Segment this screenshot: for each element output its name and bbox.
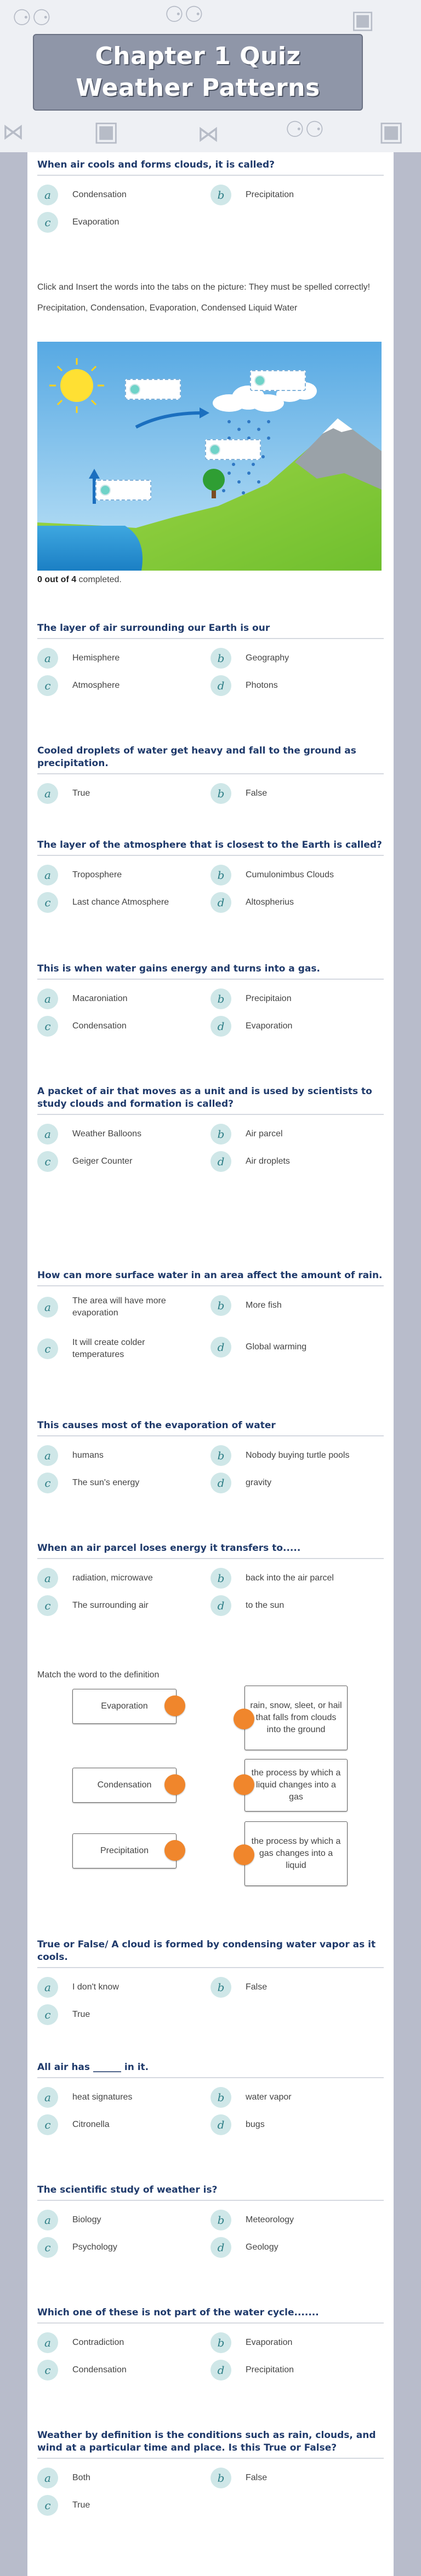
option-letter: a	[37, 1124, 58, 1145]
answer-option[interactable]	[37, 2360, 202, 2381]
option-letter: a	[37, 2468, 58, 2488]
answer-option[interactable]	[37, 1445, 202, 1466]
question-3	[37, 622, 384, 700]
bowtie-icon: ⋈	[2, 119, 24, 145]
question-title: True or False/ A cloud is formed by condensing water vapor as it cools.	[37, 1939, 384, 1968]
question-title: This causes most of the evaporation of water	[37, 1419, 384, 1436]
answer-option[interactable]	[210, 2332, 375, 2353]
question-title: This is when water gains energy and turns into a gas.	[37, 963, 384, 980]
option-label: Citronella	[72, 2120, 110, 2129]
option-letter: a	[37, 648, 58, 669]
option-label: The area will have more evaporation	[72, 1296, 166, 1318]
option-label: Weather Balloons	[72, 1129, 141, 1138]
option-label: False	[246, 2473, 268, 2482]
question-9	[37, 1419, 384, 1498]
option-letter: d	[210, 2360, 231, 2381]
camera-icon: ▣	[93, 115, 120, 147]
answer-option[interactable]	[37, 1337, 202, 1361]
glasses-icon: ⚆⚆	[12, 5, 52, 31]
camera-icon: ▣	[378, 115, 405, 147]
option-label: Troposphere	[72, 870, 122, 879]
answer-option[interactable]	[37, 783, 202, 804]
question-1	[37, 159, 384, 237]
option-letter: c	[37, 2114, 58, 2135]
option-letter: b	[210, 1124, 231, 1145]
connector-handle[interactable]	[234, 1774, 254, 1795]
option-label: The surrounding air	[72, 1601, 149, 1610]
question-instruction: Click and Insert the words into the tabs on the picture: They must be spelled correctly!	[37, 283, 371, 292]
question-14	[37, 2184, 384, 2262]
quiz-title-box	[33, 34, 363, 111]
option-letter: d	[210, 2114, 231, 2135]
option-label: Both	[72, 2473, 90, 2482]
answer-option[interactable]	[210, 783, 375, 804]
drag-handle-icon[interactable]	[254, 375, 265, 386]
answer-option[interactable]	[37, 2114, 202, 2135]
match-term[interactable]: Condensation	[72, 1768, 177, 1803]
question-title: The layer of the atmosphere that is closest to the Earth is called?	[37, 839, 384, 856]
answer-option[interactable]	[37, 185, 202, 205]
option-label: Geiger Counter	[72, 1157, 133, 1166]
option-label: True	[72, 2500, 90, 2510]
answer-option[interactable]	[210, 2087, 375, 2108]
answer-option[interactable]	[37, 1977, 202, 1998]
answer-option[interactable]	[210, 1337, 375, 1358]
drop-zone[interactable]	[205, 439, 261, 460]
option-letter: b	[210, 2087, 231, 2108]
option-letter: c	[37, 2004, 58, 2025]
option-letter: d	[210, 1473, 231, 1493]
water-cycle-diagram	[37, 342, 382, 571]
option-label: back into the air parcel	[246, 1573, 334, 1583]
option-label: Photons	[246, 681, 278, 690]
answer-option[interactable]	[37, 2468, 202, 2488]
option-letter: b	[210, 988, 231, 1009]
option-letter: c	[37, 212, 58, 233]
option-letter: a	[37, 2210, 58, 2230]
question-8	[37, 1269, 384, 1363]
option-letter: a	[37, 783, 58, 804]
answer-option[interactable]	[210, 1595, 375, 1616]
answer-option[interactable]	[210, 185, 375, 205]
option-label: Evaporation	[246, 2338, 293, 2347]
option-label: Macaroniation	[72, 994, 128, 1003]
answer-option[interactable]	[37, 2210, 202, 2230]
option-letter: a	[37, 988, 58, 1009]
option-label: Evaporation	[72, 217, 120, 227]
option-label: True	[72, 2010, 90, 2019]
question-title: Which one of these is not part of the water cycle.......	[37, 2307, 384, 2324]
question-12	[37, 1939, 384, 2029]
connector-handle[interactable]	[234, 1709, 254, 1729]
answer-option[interactable]	[210, 2468, 375, 2488]
option-label: Atmosphere	[72, 681, 120, 690]
glasses-icon: ⚆⚆	[285, 117, 325, 142]
option-letter: b	[210, 1295, 231, 1316]
option-label: Meteorology	[246, 2215, 294, 2224]
option-letter: b	[210, 1568, 231, 1589]
option-label: The sun's energy	[72, 1478, 140, 1487]
answer-option[interactable]	[210, 1977, 375, 1998]
option-letter: a	[37, 1445, 58, 1466]
option-label: Precipitation	[246, 190, 294, 199]
answer-option[interactable]	[37, 1295, 202, 1319]
option-label: I don't know	[72, 1982, 119, 1992]
option-letter: c	[37, 1473, 58, 1493]
option-label: bugs	[246, 2120, 265, 2129]
question-title: Weather by definition is the conditions such as rain, clouds, and wind at a particular time and place. Is this True or False?	[37, 2429, 384, 2459]
option-letter: d	[210, 1595, 231, 1616]
option-label: Condensation	[72, 1021, 127, 1031]
question-7	[37, 1085, 384, 1176]
option-letter: b	[210, 2332, 231, 2353]
option-label: Psychology	[72, 2242, 117, 2252]
option-label: Hemisphere	[72, 653, 120, 663]
answer-option[interactable]	[210, 892, 375, 913]
progress	[37, 574, 384, 586]
option-label: Geology	[246, 2242, 278, 2252]
drag-handle-icon[interactable]	[209, 444, 220, 455]
drop-zone[interactable]	[125, 379, 181, 400]
answer-option[interactable]	[37, 212, 202, 233]
option-letter: b	[210, 1445, 231, 1466]
page-title: Chapter 1 Quiz Weather Patterns	[76, 42, 320, 102]
question-4	[37, 745, 384, 808]
answer-option[interactable]	[37, 1016, 202, 1037]
option-letter: b	[210, 185, 231, 205]
option-label: water vapor	[246, 2092, 292, 2102]
answer-option[interactable]	[210, 675, 375, 696]
connector-handle[interactable]	[164, 1840, 185, 1861]
option-label: It will create colder temperatures	[72, 1338, 145, 1359]
question-10	[37, 1542, 384, 1620]
option-letter: d	[210, 1151, 231, 1172]
answer-option[interactable]	[210, 1151, 375, 1172]
answer-option[interactable]	[210, 2114, 375, 2135]
bowtie-icon: ⋈	[197, 122, 219, 147]
option-label: Condensation	[72, 2365, 127, 2374]
option-label: Global warming	[246, 1342, 307, 1352]
answer-option[interactable]	[37, 2332, 202, 2353]
answer-option[interactable]	[37, 892, 202, 913]
answer-option[interactable]	[210, 2237, 375, 2258]
answer-option[interactable]	[210, 648, 375, 669]
option-label: heat signatures	[72, 2092, 133, 2102]
answer-option[interactable]	[210, 988, 375, 1009]
question-title: A packet of air that moves as a unit and is used by scientists to study clouds and formation is called?	[37, 1085, 384, 1115]
option-letter: a	[37, 865, 58, 886]
option-label: Altospherius	[246, 898, 294, 907]
question-6	[37, 963, 384, 1041]
answer-option[interactable]	[37, 2237, 202, 2258]
option-letter: c	[37, 892, 58, 913]
answer-option[interactable]	[37, 2495, 202, 2516]
word-bank: Precipitation, Condensation, Evaporation, Condensed Liquid Water	[37, 303, 298, 313]
header-banner	[0, 0, 421, 152]
match-term[interactable]: Precipitation	[72, 1833, 177, 1868]
answer-option[interactable]	[210, 1295, 375, 1316]
answer-option[interactable]	[37, 675, 202, 696]
answer-option[interactable]	[210, 865, 375, 886]
option-letter: c	[37, 1338, 58, 1359]
question-title: The layer of air surrounding our Earth is our	[37, 622, 384, 639]
answer-option[interactable]	[37, 865, 202, 886]
option-letter: a	[37, 1297, 58, 1318]
option-letter: c	[37, 1151, 58, 1172]
answer-option[interactable]	[37, 648, 202, 669]
option-label: Precipitaion	[246, 994, 292, 1003]
option-label: True	[72, 789, 90, 798]
answer-option[interactable]	[210, 1568, 375, 1589]
option-label: Last chance Atmosphere	[72, 898, 169, 907]
answer-option[interactable]	[37, 2087, 202, 2108]
answer-option[interactable]	[210, 1124, 375, 1145]
option-letter: c	[37, 1016, 58, 1037]
option-letter: d	[210, 892, 231, 913]
option-letter: c	[37, 675, 58, 696]
option-label: Precipitation	[246, 2365, 294, 2374]
option-letter: d	[210, 1337, 231, 1358]
option-label: Cumulonimbus Clouds	[246, 870, 334, 879]
question-title: How can more surface water in an area affect the amount of rain.	[37, 1269, 384, 1286]
answer-option[interactable]	[37, 1595, 202, 1616]
connector-handle[interactable]	[164, 1774, 185, 1795]
option-letter: b	[210, 865, 231, 886]
question-title: When an air parcel loses energy it transfers to.....	[37, 1542, 384, 1559]
drop-zone[interactable]	[250, 370, 306, 391]
question-title: All air has ______ in it.	[37, 2061, 384, 2078]
question-title: When air cools and forms clouds, it is called?	[37, 159, 384, 176]
option-letter: c	[37, 1595, 58, 1616]
answer-option[interactable]	[37, 2004, 202, 2025]
progress-count: 0 out of 4	[37, 575, 77, 584]
option-label: radiation, microwave	[72, 1573, 153, 1583]
option-label: Contradiction	[72, 2338, 124, 2347]
option-label: More fish	[246, 1301, 282, 1310]
option-letter: b	[210, 1977, 231, 1998]
answer-option[interactable]	[37, 1124, 202, 1145]
option-letter: c	[37, 2495, 58, 2516]
option-label: Geography	[246, 653, 289, 663]
question-16	[37, 2429, 384, 2520]
option-label: False	[246, 789, 268, 798]
option-label: Biology	[72, 2215, 101, 2224]
question-title: Cooled droplets of water get heavy and fall to the ground as precipitation.	[37, 745, 384, 774]
drag-handle-icon[interactable]	[129, 384, 140, 395]
option-letter: a	[37, 1977, 58, 1998]
match-definition[interactable]: the process by which a liquid changes into a gas	[244, 1759, 348, 1812]
option-letter: a	[37, 1568, 58, 1589]
option-letter: b	[210, 2468, 231, 2488]
camera-icon: ▣	[351, 4, 375, 34]
option-letter: a	[37, 2332, 58, 2353]
question-instruction: Match the word to the definition	[37, 1670, 160, 1680]
answer-option[interactable]	[37, 988, 202, 1009]
answer-option[interactable]	[210, 2210, 375, 2230]
question-13	[37, 2061, 384, 2140]
match-definition[interactable]: rain, snow, sleet, or hail that falls from clouds into the ground	[244, 1686, 348, 1750]
option-label: Condensation	[72, 190, 127, 199]
option-letter: b	[210, 2210, 231, 2230]
option-label: Air droplets	[246, 1157, 290, 1166]
option-letter: d	[210, 675, 231, 696]
option-label: False	[246, 1982, 268, 1992]
glasses-icon: ⚆⚆	[164, 2, 204, 27]
question-11	[37, 1669, 384, 1899]
option-label: to the sun	[246, 1601, 285, 1610]
connector-handle[interactable]	[164, 1695, 185, 1716]
answer-option[interactable]	[210, 1473, 375, 1493]
option-letter: a	[37, 185, 58, 205]
quiz-sheet	[27, 152, 394, 2576]
match-term[interactable]: Evaporation	[72, 1689, 177, 1724]
drop-zone[interactable]	[95, 480, 151, 501]
option-label: Evaporation	[246, 1021, 293, 1031]
answer-option[interactable]	[37, 1151, 202, 1172]
option-letter: c	[37, 2360, 58, 2381]
option-letter: b	[210, 783, 231, 804]
answer-option[interactable]	[210, 1016, 375, 1037]
progress-text: completed.	[76, 575, 122, 584]
question-15	[37, 2307, 384, 2385]
option-letter: a	[37, 2087, 58, 2108]
drag-handle-icon[interactable]	[100, 485, 111, 496]
answer-option[interactable]	[210, 1445, 375, 1466]
option-letter: d	[210, 2237, 231, 2258]
answer-option[interactable]	[37, 1473, 202, 1493]
answer-option[interactable]	[37, 1568, 202, 1589]
answer-option[interactable]	[210, 2360, 375, 2381]
option-label: Air parcel	[246, 1129, 283, 1138]
connector-handle[interactable]	[234, 1844, 254, 1865]
question-2	[37, 281, 384, 314]
option-label: humans	[72, 1451, 104, 1460]
option-letter: d	[210, 1016, 231, 1037]
option-letter: b	[210, 648, 231, 669]
question-5	[37, 839, 384, 917]
match-definition[interactable]: the process by which a gas changes into a liquid	[244, 1821, 348, 1886]
option-letter: c	[37, 2237, 58, 2258]
option-label: gravity	[246, 1478, 272, 1487]
option-label: Nobody buying turtle pools	[246, 1451, 350, 1460]
question-title: The scientific study of weather is?	[37, 2184, 384, 2201]
